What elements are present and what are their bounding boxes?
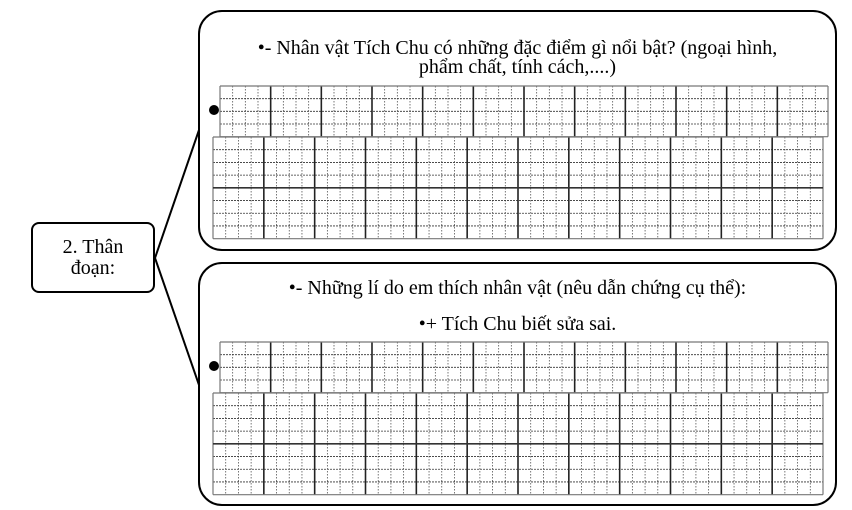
section-label: 2. Thân đoạn: bbox=[62, 235, 124, 279]
question-line-2: phẩm chất, tính cách,....) bbox=[418, 56, 617, 78]
question-line-1: •- Nhân vật Tích Chu có những đặc điểm gì nổi bật? (ngoại hình, bbox=[257, 37, 778, 59]
question-line-2: •+ Tích Chu biết sửa sai. bbox=[418, 313, 617, 335]
question-line-1: •- Những lí do em thích nhân vật (nêu dẫn chứng cụ thể): bbox=[288, 277, 747, 299]
